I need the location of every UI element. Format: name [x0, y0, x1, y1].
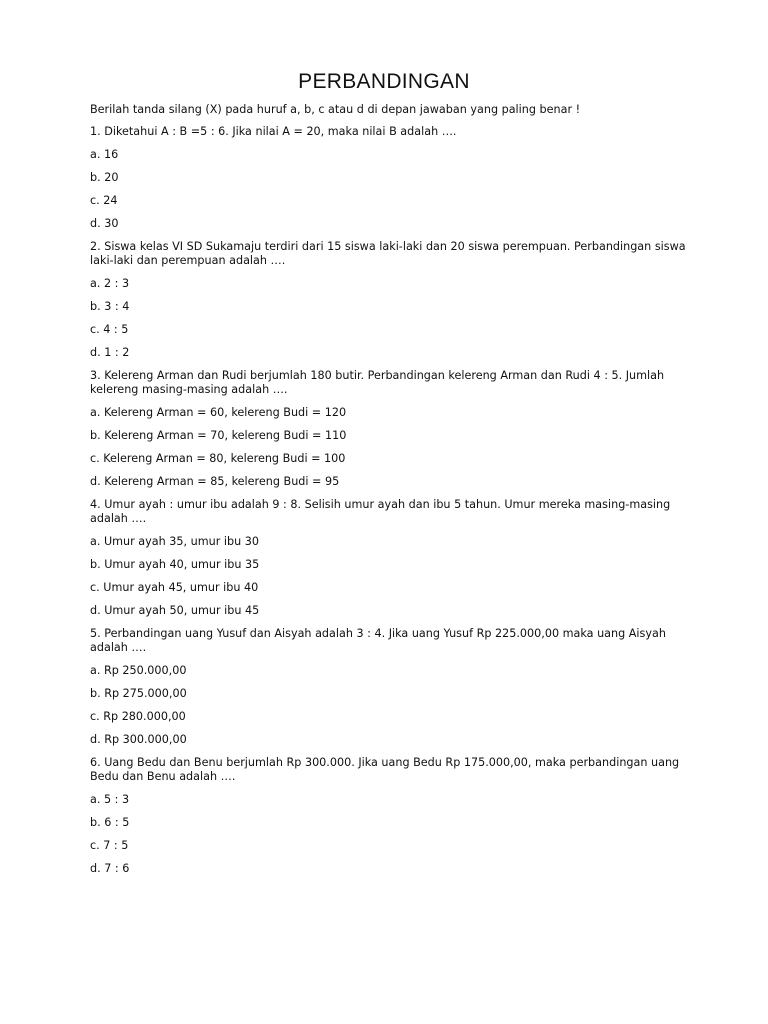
question-content	[90, 103, 690, 885]
question-4	[90, 498, 690, 618]
question-text: 5. Perbandingan uang Yusuf dan Aisyah adalah 3 : 4. Jika uang Yusuf Rp 225.000,00 maka uang Aisyah adalah ….	[90, 627, 666, 654]
answer-option-a: a. 2 : 3	[90, 277, 130, 290]
question-text: 2. Siswa kelas VI SD Sukamaju terdiri dari 15 siswa laki-laki dan 20 siswa perempuan. Perbandingan siswa laki-laki dan perempuan adalah ….	[90, 240, 686, 267]
question-text: 4. Umur ayah : umur ibu adalah 9 : 8. Selisih umur ayah dan ibu 5 tahun. Umur mereka masing-masing adalah ….	[90, 498, 671, 525]
answer-option-c: c. 24	[90, 194, 118, 207]
question-1	[90, 125, 690, 231]
answer-option-b: b. 20	[90, 171, 119, 184]
answer-option-c: c. 7 : 5	[90, 839, 129, 852]
answer-option-a: a. 5 : 3	[90, 793, 130, 806]
answer-option-c: c. Rp 280.000,00	[90, 710, 186, 723]
page-title: PERBANDINGAN	[298, 70, 470, 93]
answer-option-c: c. 4 : 5	[90, 323, 129, 336]
question-6	[90, 756, 690, 876]
question-2	[90, 240, 690, 360]
question-text: 1. Diketahui A : B =5 : 6. Jika nilai A = 20, maka nilai B adalah ….	[90, 125, 457, 138]
instruction-text: Berilah tanda silang (X) pada huruf a, b, c atau d di depan jawaban yang paling benar !	[90, 103, 581, 116]
question-text: 6. Uang Bedu dan Benu berjumlah Rp 300.000. Jika uang Bedu Rp 175.000,00, maka perbandingan uang Bedu dan Benu adalah ….	[90, 756, 680, 783]
answer-option-d: d. 7 : 6	[90, 862, 130, 875]
answer-option-c: c. Kelereng Arman = 80, kelereng Budi = 100	[90, 452, 346, 465]
answer-option-b: b. 3 : 4	[90, 300, 130, 313]
answer-option-a: a. 16	[90, 148, 119, 161]
question-3	[90, 369, 690, 489]
answer-option-a: a. Umur ayah 35, umur ibu 30	[90, 535, 259, 548]
answer-option-d: d. Rp 300.000,00	[90, 733, 187, 746]
question-5	[90, 627, 690, 747]
answer-option-d: d. 1 : 2	[90, 346, 130, 359]
answer-option-b: b. 6 : 5	[90, 816, 130, 829]
answer-option-a: a. Kelereng Arman = 60, kelereng Budi = 120	[90, 406, 347, 419]
answer-option-d: d. Umur ayah 50, umur ibu 45	[90, 604, 260, 617]
answer-option-d: d. Kelereng Arman = 85, kelereng Budi = 95	[90, 475, 340, 488]
answer-option-b: b. Kelereng Arman = 70, kelereng Budi = 110	[90, 429, 347, 442]
answer-option-a: a. Rp 250.000,00	[90, 664, 187, 677]
answer-option-b: b. Rp 275.000,00	[90, 687, 187, 700]
answer-option-c: c. Umur ayah 45, umur ibu 40	[90, 581, 259, 594]
answer-option-d: d. 30	[90, 217, 119, 230]
answer-option-b: b. Umur ayah 40, umur ibu 35	[90, 558, 260, 571]
question-text: 3. Kelereng Arman dan Rudi berjumlah 180 butir. Perbandingan kelereng Arman dan Rudi 4 : 5. Jumlah kelereng masing-masing adalah ….	[90, 369, 665, 396]
